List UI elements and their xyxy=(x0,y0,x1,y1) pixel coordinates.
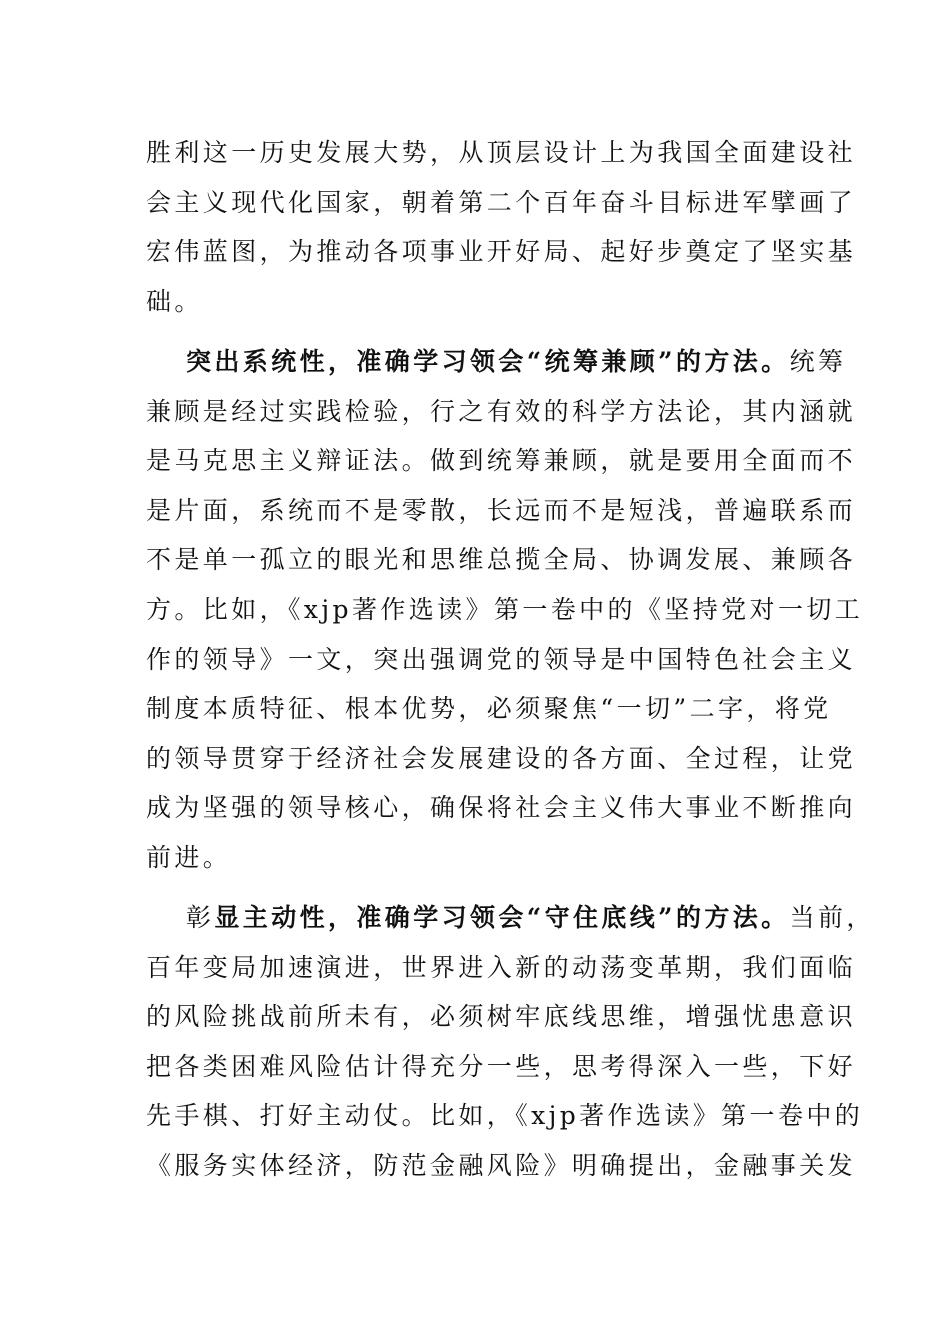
paragraph-2-heading: 突出系统性，准确学习领会“统筹兼顾”的方法。 xyxy=(186,347,790,376)
paragraph-1-line-1: 胜利这一历史发展大势，从顶层设计上为我国全面建设社 xyxy=(146,138,857,167)
paragraph-2-line-8: 制度本质特征、根本优势，必须聚焦“一切”二字，将党 xyxy=(146,694,832,723)
paragraph-2-line-6: 方。比如，《xjp著作选读》第一卷中的《坚持党对一切工 xyxy=(146,595,864,624)
paragraph-3-first-line xyxy=(186,898,875,938)
paragraph-3-line-5: 先手棋、打好主动仗。比如，《xjp著作选读》第一卷中的 xyxy=(146,1101,864,1130)
paragraph-3-heading: 显主动性，准确学习领会“守住底线”的方法。 xyxy=(214,903,790,932)
paragraph-3-line-6: 《服务实体经济，防范金融风险》明确提出，金融事关发 xyxy=(146,1151,857,1180)
paragraph-2-line-4: 是片面，系统而不是零散，长远而不是短浅，普遍联系而 xyxy=(146,496,857,525)
paragraph-3-line-2: 百年变局加速演进，世界进入新的动荡变革期，我们面临 xyxy=(146,953,857,982)
paragraph-3-line-4: 把各类困难风险估计得充分一些，思考得深入一些，下好 xyxy=(146,1052,857,1081)
paragraph-2-line-10: 成为坚强的领导核心，确保将社会主义伟大事业不断推向 xyxy=(146,793,857,822)
paragraph-3-line-3: 的风险挑战前所未有，必须树牢底线思维，增强忧患意识 xyxy=(146,1002,857,1031)
paragraph-1-line-3: 宏伟蓝图，为推动各项事业开好局、起好步奠定了坚实基 xyxy=(146,237,857,266)
paragraph-2-first-line xyxy=(186,342,866,382)
paragraph-2-first-line-rest: 统筹 xyxy=(789,347,847,376)
paragraph-2-line-11: 前进。 xyxy=(146,843,232,872)
paragraph-3-first-line-rest: 当前， xyxy=(789,903,875,932)
paragraph-2-line-9: 的领导贯穿于经济社会发展建设的各方面、全过程，让党 xyxy=(146,744,857,773)
paragraph-1-line-2: 会主义现代化国家，朝着第二个百年奋斗目标进军擘画了 xyxy=(146,188,857,217)
paragraph-1-line-4: 础。 xyxy=(146,287,203,316)
paragraph-2-line-2: 兼顾是经过实践检验，行之有效的科学方法论，其内涵就 xyxy=(146,397,857,426)
paragraph-2-line-7: 作的领导》一文，突出强调党的领导是中国特色社会主义 xyxy=(146,645,857,674)
paragraph-3-heading-lead: 彰 xyxy=(186,903,215,932)
paragraph-2-line-5: 不是单一孤立的眼光和思维总揽全局、协调发展、兼顾各 xyxy=(146,545,857,574)
paragraph-2-line-3: 是马克思主义辩证法。做到统筹兼顾，就是要用全面而不 xyxy=(146,446,857,475)
